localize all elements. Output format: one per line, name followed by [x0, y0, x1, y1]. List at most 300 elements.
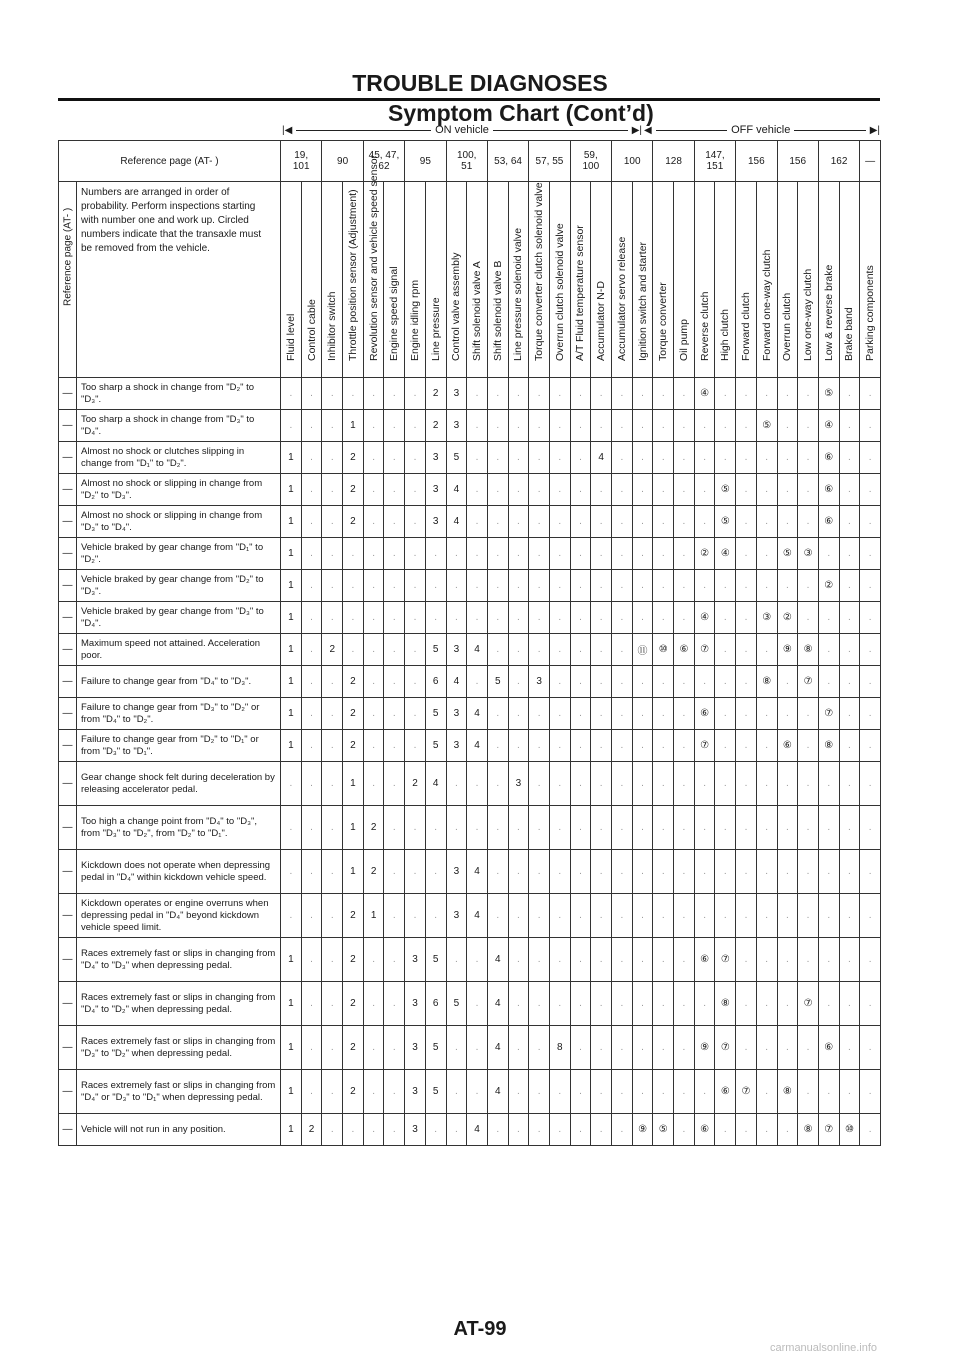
probability-value: .: [517, 420, 520, 431]
probability-cell: [818, 570, 839, 602]
probability-value: .: [558, 910, 562, 921]
reference-page: 45, 47, 62: [368, 150, 400, 172]
probability-cell: [301, 442, 322, 474]
symptom-row: [59, 474, 881, 506]
probability-value: .: [765, 708, 769, 719]
column-header: [405, 182, 426, 378]
probability-value: .: [827, 910, 831, 921]
side-reference-label: Reference page (AT- ): [62, 207, 73, 306]
probability-cell: [508, 730, 529, 762]
probability-cell: [322, 602, 343, 634]
probability-cell: [529, 730, 550, 762]
symptom-row: [59, 538, 881, 570]
probability-value: .: [579, 548, 582, 559]
reference-page: 57, 55: [535, 155, 564, 167]
symptom-row: [59, 410, 881, 442]
probability-value: 4: [474, 708, 480, 719]
probability-cell: [736, 982, 757, 1026]
probability-cell: [798, 850, 819, 894]
probability-cell: [612, 698, 633, 730]
circled-number: ⑥: [824, 452, 834, 463]
probability-value: .: [806, 388, 810, 399]
probability-cell: [508, 410, 529, 442]
probability-value: .: [413, 452, 417, 463]
probability-value: .: [310, 516, 313, 527]
probability-value: .: [806, 910, 810, 921]
probability-cell: [363, 1026, 384, 1070]
column-header: [632, 182, 653, 378]
probability-value: .: [661, 866, 665, 877]
probability-cell: [818, 410, 839, 442]
probability-cell: [777, 410, 798, 442]
probability-value: .: [599, 484, 603, 495]
probability-cell: [798, 762, 819, 806]
probability-value: .: [785, 822, 789, 833]
probability-value: 6: [432, 676, 439, 687]
probability-value: .: [537, 548, 541, 559]
circled-number: ⑥: [700, 1124, 710, 1135]
probability-value: .: [496, 420, 500, 431]
probability-cell: [591, 410, 612, 442]
probability-value: .: [641, 1042, 644, 1053]
probability-cell: [405, 1070, 426, 1114]
probability-value: .: [351, 1124, 355, 1135]
probability-cell: [839, 506, 860, 538]
symptom-text: Failure to change gear from "D₃" to "D₂" or from "D₄" to "D₂".: [77, 698, 281, 730]
probability-value: 4: [598, 452, 604, 463]
column-label: Control valve assembly: [450, 252, 463, 361]
probability-value: .: [537, 910, 541, 921]
probability-cell: [570, 1114, 591, 1146]
probability-value: .: [434, 612, 438, 623]
probability-cell: [756, 506, 777, 538]
probability-value: .: [661, 822, 665, 833]
probability-value: 5: [494, 676, 501, 687]
probability-value: .: [496, 1124, 500, 1135]
probability-cell: [591, 762, 612, 806]
probability-cell: [839, 602, 860, 634]
probability-value: .: [496, 388, 500, 399]
probability-value: .: [475, 420, 479, 431]
probability-cell: [860, 982, 881, 1026]
probability-value: .: [537, 954, 541, 965]
probability-cell: [467, 474, 488, 506]
probability-cell: [860, 474, 881, 506]
column-label: Ignition switch and starter: [636, 241, 649, 361]
probability-cell: [301, 506, 322, 538]
column-header: [384, 182, 405, 378]
probability-value: .: [330, 452, 334, 463]
probability-value: .: [372, 778, 375, 789]
probability-value: .: [579, 740, 582, 751]
probability-cell: [446, 442, 467, 474]
reference-page-cell: [818, 141, 859, 182]
probability-value: .: [496, 910, 500, 921]
probability-value: .: [475, 1042, 479, 1053]
probability-value: .: [827, 1086, 831, 1097]
probability-cell: [446, 698, 467, 730]
probability-cell: [860, 570, 881, 602]
row-ref: —: [59, 666, 77, 698]
probability-cell: [322, 378, 343, 410]
probability-value: .: [806, 1086, 810, 1097]
probability-cell: [839, 634, 860, 666]
probability-value: .: [330, 388, 334, 399]
probability-value: .: [392, 1042, 396, 1053]
symptom-row: [59, 570, 881, 602]
probability-value: .: [392, 954, 396, 965]
probability-cell: [363, 698, 384, 730]
probability-cell: [487, 762, 508, 806]
probability-cell: [384, 938, 405, 982]
probability-value: .: [517, 676, 520, 687]
probability-value: 1: [288, 580, 294, 591]
probability-cell: [508, 538, 529, 570]
column-header: [653, 182, 674, 378]
column-label: Overrun clutch: [781, 292, 794, 361]
symptom-row: [59, 894, 881, 938]
probability-cell: [860, 894, 881, 938]
circled-number: ⑦: [803, 676, 813, 687]
probability-cell: [570, 378, 591, 410]
probability-value: .: [537, 452, 541, 463]
probability-value: .: [392, 580, 396, 591]
probability-cell: [549, 938, 570, 982]
circled-number: ②: [782, 612, 792, 623]
probability-value: .: [848, 452, 851, 463]
probability-value: 2: [350, 1086, 356, 1097]
probability-value: 2: [350, 708, 356, 719]
probability-value: 1: [288, 676, 294, 687]
probability-cell: [570, 634, 591, 666]
probability-cell: [549, 378, 570, 410]
probability-cell: [736, 538, 757, 570]
probability-cell: [860, 634, 881, 666]
probability-value: .: [599, 388, 603, 399]
probability-cell: [487, 570, 508, 602]
probability-cell: [570, 730, 591, 762]
probability-value: 1: [350, 866, 356, 877]
probability-cell: [570, 506, 591, 538]
probability-value: 1: [288, 612, 294, 623]
probability-cell: [653, 850, 674, 894]
probability-value: .: [310, 998, 313, 1009]
probability-cell: [549, 506, 570, 538]
symptom-text: Maximum speed not attained. Acceleration poor.: [77, 634, 281, 666]
probability-cell: [281, 442, 302, 474]
probability-cell: [694, 938, 715, 982]
probability-cell: [425, 938, 446, 982]
probability-cell: [322, 806, 343, 850]
column-label: Low & reverse brake: [822, 264, 835, 361]
probability-cell: [653, 634, 674, 666]
probability-value: .: [330, 548, 334, 559]
probability-cell: [281, 410, 302, 442]
probability-value: .: [310, 548, 313, 559]
probability-value: .: [351, 612, 355, 623]
probability-value: .: [661, 778, 665, 789]
circled-number: ⑦: [824, 1124, 834, 1135]
probability-value: .: [703, 516, 706, 527]
probability-cell: [405, 894, 426, 938]
probability-cell: [653, 666, 674, 698]
column-label: Line pressure: [429, 297, 442, 361]
probability-value: .: [868, 548, 872, 559]
probability-cell: [549, 410, 570, 442]
probability-value: .: [496, 548, 500, 559]
probability-value: .: [682, 998, 686, 1009]
probability-value: 4: [453, 484, 460, 495]
probability-value: .: [682, 420, 686, 431]
probability-value: 2: [350, 954, 356, 965]
probability-cell: [694, 982, 715, 1026]
probability-value: .: [785, 580, 789, 591]
probability-cell: [694, 442, 715, 474]
probability-cell: [694, 666, 715, 698]
probability-value: 2: [350, 452, 356, 463]
probability-value: .: [785, 998, 789, 1009]
probability-cell: [487, 850, 508, 894]
probability-cell: [467, 538, 488, 570]
probability-cell: [715, 442, 736, 474]
probability-value: .: [682, 548, 686, 559]
probability-cell: [487, 506, 508, 538]
probability-value: .: [641, 516, 644, 527]
probability-value: .: [785, 484, 789, 495]
probability-cell: [612, 938, 633, 982]
probability-value: 3: [412, 954, 418, 965]
row-ref: —: [59, 982, 77, 1026]
probability-cell: [756, 602, 777, 634]
reference-page: —: [865, 155, 876, 167]
probability-value: .: [310, 778, 313, 789]
circled-number: ⑧: [824, 740, 834, 751]
column-header: [570, 182, 591, 378]
probability-cell: [467, 850, 488, 894]
probability-value: .: [579, 778, 582, 789]
probability-cell: [715, 730, 736, 762]
probability-value: .: [682, 910, 686, 921]
probability-value: .: [641, 1086, 644, 1097]
probability-value: 3: [536, 676, 542, 687]
probability-cell: [322, 762, 343, 806]
probability-value: .: [372, 644, 375, 655]
probability-value: .: [475, 676, 479, 687]
symptom-row: [59, 1114, 881, 1146]
probability-value: .: [868, 910, 872, 921]
probability-cell: [818, 634, 839, 666]
probability-value: .: [785, 1042, 789, 1053]
probability-cell: [508, 442, 529, 474]
probability-value: .: [310, 580, 313, 591]
probability-cell: [798, 634, 819, 666]
probability-cell: [343, 1026, 364, 1070]
probability-value: .: [806, 516, 810, 527]
probability-cell: [715, 698, 736, 730]
probability-value: .: [475, 388, 479, 399]
probability-value: .: [641, 708, 644, 719]
probability-cell: [405, 474, 426, 506]
probability-value: .: [868, 644, 872, 655]
probability-cell: [343, 698, 364, 730]
probability-value: .: [434, 866, 438, 877]
probability-cell: [446, 850, 467, 894]
probability-value: 2: [350, 910, 356, 921]
probability-cell: [612, 982, 633, 1026]
probability-cell: [694, 762, 715, 806]
circled-number: ⑧: [762, 676, 772, 687]
symptom-text: Too sharp a shock in change from "D₃" to "D₄".: [77, 410, 281, 442]
probability-value: .: [330, 740, 334, 751]
probability-cell: [756, 474, 777, 506]
probability-value: 3: [453, 388, 460, 399]
probability-cell: [591, 538, 612, 570]
column-label: Inhibitor switch: [326, 291, 339, 361]
probability-cell: [756, 1026, 777, 1070]
probability-value: .: [682, 612, 686, 623]
probability-cell: [425, 698, 446, 730]
probability-cell: [322, 634, 343, 666]
probability-value: .: [310, 612, 313, 623]
probability-cell: [343, 634, 364, 666]
probability-cell: [756, 1114, 777, 1146]
probability-cell: [632, 1070, 653, 1114]
probability-value: .: [475, 612, 479, 623]
probability-value: .: [537, 998, 541, 1009]
probability-value: .: [537, 822, 541, 833]
probability-value: .: [310, 484, 313, 495]
probability-cell: [281, 570, 302, 602]
probability-cell: [281, 938, 302, 982]
symptom-text: Failure to change gear from "D₄" to "D₃".: [77, 666, 281, 698]
probability-value: .: [537, 420, 541, 431]
reference-page: 128: [665, 155, 682, 167]
probability-value: .: [868, 778, 872, 789]
probability-cell: [653, 378, 674, 410]
probability-cell: [839, 806, 860, 850]
probability-cell: [632, 602, 653, 634]
probability-cell: [777, 1026, 798, 1070]
probability-value: .: [868, 1124, 872, 1135]
probability-cell: [798, 1070, 819, 1114]
probability-cell: [467, 634, 488, 666]
probability-cell: [839, 982, 860, 1026]
row-ref: —: [59, 442, 77, 474]
probability-cell: [508, 570, 529, 602]
left-arrow-icon: ◀: [644, 124, 652, 136]
probability-cell: [839, 474, 860, 506]
probability-value: 3: [453, 708, 460, 719]
probability-value: .: [848, 822, 851, 833]
probability-cell: [405, 378, 426, 410]
column-header: [446, 182, 467, 378]
probability-value: .: [868, 708, 872, 719]
column-label: Throttle position sensor (Adjustment): [346, 189, 359, 361]
probability-cell: [570, 762, 591, 806]
probability-cell: [529, 698, 550, 730]
probability-cell: [612, 442, 633, 474]
symptom-row: [59, 806, 881, 850]
divider: [794, 130, 865, 131]
probability-cell: [425, 1026, 446, 1070]
probability-cell: [570, 602, 591, 634]
probability-cell: [549, 1114, 570, 1146]
probability-value: .: [599, 612, 603, 623]
probability-cell: [301, 1026, 322, 1070]
probability-value: .: [620, 1086, 624, 1097]
probability-value: .: [558, 420, 562, 431]
probability-value: .: [599, 708, 603, 719]
probability-cell: [467, 666, 488, 698]
probability-cell: [839, 666, 860, 698]
probability-cell: [281, 1114, 302, 1146]
probability-cell: [322, 538, 343, 570]
reference-page: 147, 151: [705, 150, 725, 172]
symptom-row: [59, 666, 881, 698]
probability-cell: [508, 806, 529, 850]
probability-cell: [591, 938, 612, 982]
probability-value: .: [517, 644, 520, 655]
column-label: Overrun clutch solenoid valve: [553, 223, 566, 361]
probability-cell: [736, 806, 757, 850]
probability-cell: [384, 806, 405, 850]
probability-value: .: [537, 1124, 541, 1135]
probability-value: .: [517, 452, 520, 463]
circled-number: ⑥: [679, 644, 689, 655]
probability-cell: [674, 442, 695, 474]
probability-cell: [343, 1114, 364, 1146]
probability-cell: [301, 806, 322, 850]
probability-value: .: [765, 388, 769, 399]
probability-value: .: [848, 778, 851, 789]
probability-cell: [281, 506, 302, 538]
probability-value: .: [744, 1124, 748, 1135]
probability-cell: [715, 1026, 736, 1070]
probability-cell: [425, 850, 446, 894]
probability-value: .: [620, 708, 624, 719]
symptom-text: Races extremely fast or slips in changing from "D₄" or "D₃" to "D₁" when depressing pedal.: [77, 1070, 281, 1114]
probability-value: .: [744, 998, 748, 1009]
probability-value: .: [372, 388, 375, 399]
probability-value: .: [806, 778, 810, 789]
probability-cell: [549, 730, 570, 762]
row-ref: —: [59, 762, 77, 806]
probability-cell: [818, 442, 839, 474]
probability-value: 4: [474, 910, 480, 921]
probability-cell: [425, 570, 446, 602]
probability-cell: [860, 938, 881, 982]
column-header: [549, 182, 570, 378]
probability-cell: [301, 1070, 322, 1114]
probability-cell: [860, 1070, 881, 1114]
probability-cell: [425, 634, 446, 666]
probability-value: .: [537, 388, 541, 399]
column-header: [736, 182, 757, 378]
probability-value: .: [785, 778, 789, 789]
probability-value: .: [620, 1042, 624, 1053]
probability-value: .: [537, 740, 541, 751]
probability-cell: [570, 666, 591, 698]
probability-value: 4: [474, 644, 480, 655]
circled-number: ⑧: [803, 644, 813, 655]
probability-value: .: [641, 420, 644, 431]
probability-cell: [736, 602, 757, 634]
probability-cell: [736, 1114, 757, 1146]
probability-cell: [467, 1114, 488, 1146]
probability-cell: [818, 762, 839, 806]
probability-cell: [384, 506, 405, 538]
probability-value: .: [806, 740, 810, 751]
